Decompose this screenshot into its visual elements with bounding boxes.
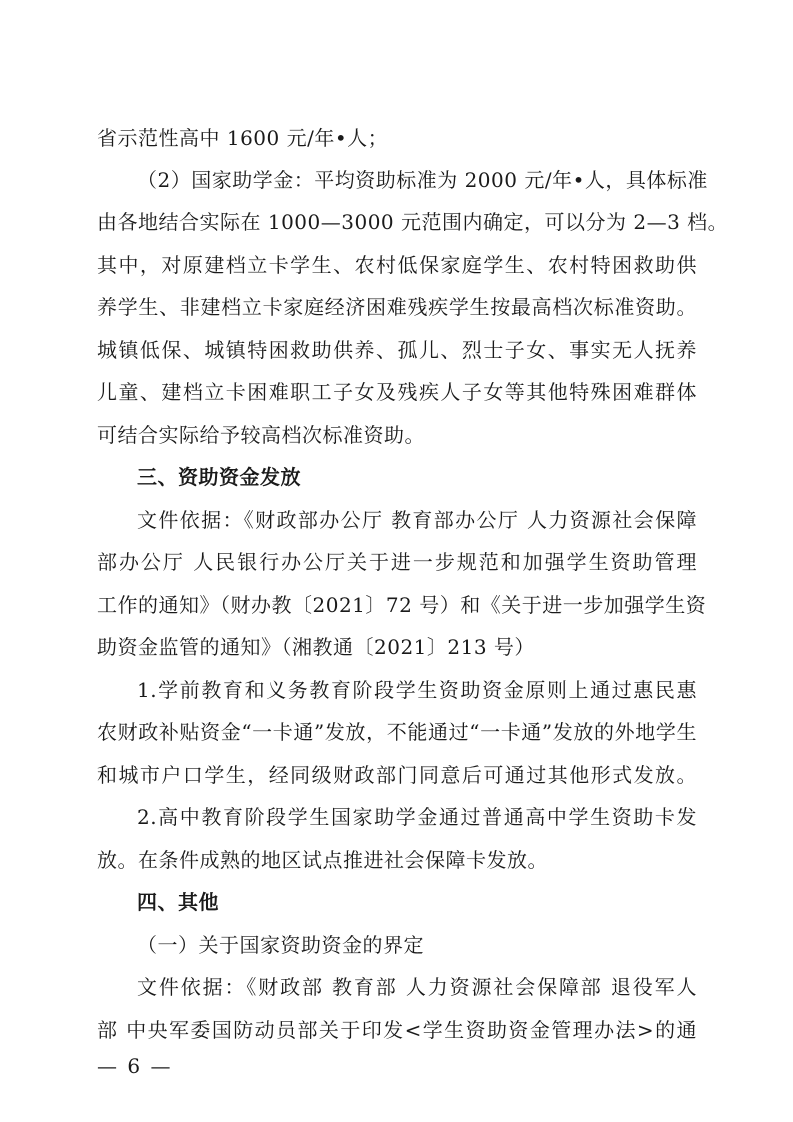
section-heading: 四、其他 <box>137 890 219 914</box>
text-line: 2.高中教育阶段学生国家助学金通过普通高中学生资助卡发 <box>137 805 697 829</box>
text-line: 其中，对原建档立卡学生、农村低保家庭学生、农村特困救助供 <box>97 253 697 277</box>
subsection-heading: （一）关于国家资助资金的界定 <box>137 933 424 957</box>
text-line: 和城市户口学生，经同级财政部门同意后可通过其他形式发放。 <box>97 763 697 787</box>
text-line: 文件依据：《财政部办公厅 教育部办公厅 人力资源社会保障 <box>137 508 697 532</box>
page-number: — 6 — <box>97 1054 173 1078</box>
text-line: 养学生、非建档立卡家庭经济困难残疾学生按最高档次标准资助。 <box>97 295 697 319</box>
section-heading: 三、资助资金发放 <box>137 465 301 489</box>
text-line: 农财政补贴资金“一卡通”发放，不能通过“一卡通”发放的外地学生 <box>97 720 697 744</box>
text-line: 放。在条件成熟的地区试点推进社会保障卡发放。 <box>97 848 548 872</box>
text-line: （2）国家助学金：平均资助标准为 2000 元/年•人，具体标准 <box>137 168 708 192</box>
text-line: 部 中央军委国防动员部关于印发<学生资助资金管理办法>的通 <box>97 1018 697 1042</box>
text-line: 城镇低保、城镇特困救助供养、孤儿、烈士子女、事实无人抚养 <box>97 338 697 362</box>
text-line: 1.学前教育和义务教育阶段学生资助资金原则上通过惠民惠 <box>137 678 697 702</box>
text-line: 省示范性高中 1600 元/年•人； <box>97 126 389 150</box>
text-line: 部办公厅 人民银行办公厅关于进一步规范和加强学生资助管理 <box>97 550 697 574</box>
text-line: 儿童、建档立卡困难职工子女及残疾人子女等其他特殊困难群体 <box>97 380 697 404</box>
text-line: 可结合实际给予较高档次标准资助。 <box>97 423 425 447</box>
text-line: 助资金监管的通知》（湘教通〔2021〕213 号） <box>97 635 535 659</box>
text-line: 由各地结合实际在 1000—3000 元范围内确定，可以分为 2—3 档。 <box>97 210 729 234</box>
text-line: 工作的通知》（财办教〔2021〕72 号）和《关于进一步加强学生资 <box>97 593 707 617</box>
text-line: 文件依据：《财政部 教育部 人力资源社会保障部 退役军人 <box>137 975 697 999</box>
